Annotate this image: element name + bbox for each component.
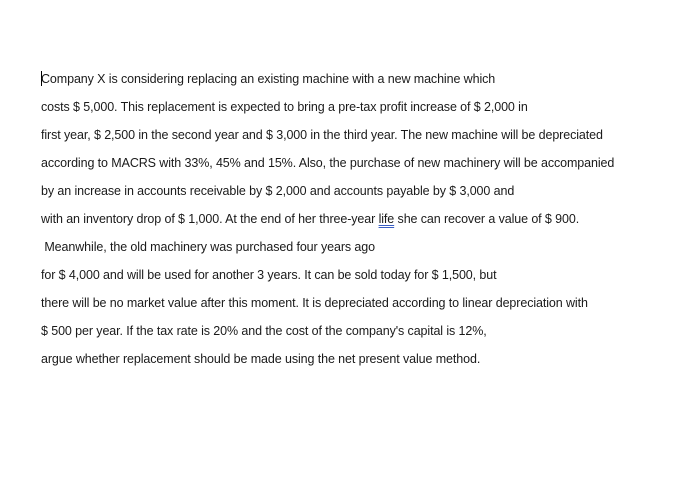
text-line-10: $ 500 per year. If the tax rate is 20% and the cost of the company's capital is 12%, (41, 324, 487, 338)
text-line-11: argue whether replacement should be made using the net present value method. (41, 352, 481, 366)
text-line-1-content: Company X is considering replacing an existing machine with a new machine which (41, 72, 496, 86)
text-line-5: by an increase in accounts receivable by $ 2,000 and accounts payable by $ 3,000 and (41, 184, 515, 198)
text-line-7: Meanwhile, the old machinery was purchased four years ago (41, 240, 375, 254)
text-line-6 (41, 208, 671, 236)
document-text-body[interactable] (41, 68, 671, 376)
text-line-4: according to MACRS with 33%, 45% and 15%. Also, the purchase of new machinery will be accompanied (41, 156, 615, 170)
text-line-3: first year, $ 2,500 in the second year and $ 3,000 in the third year. The new machine will be depreciated (41, 128, 603, 142)
text-line-8: for $ 4,000 and will be used for another 3 years. It can be sold today for $ 1,500, but (41, 268, 497, 282)
text-line-2: costs $ 5,000. This replacement is expected to bring a pre-tax profit increase of $ 2,000 in (41, 100, 528, 114)
spelling-flagged-word[interactable]: life (378, 212, 395, 226)
text-line-9: there will be no market value after this moment. It is depreciated according to linear depreciation with (41, 296, 588, 310)
text-line-6-before: with an inventory drop of $ 1,000. At the end of her three-year (41, 212, 379, 226)
text-line-1 (41, 68, 671, 96)
text-line-6-after: she can recover a value of $ 900. (394, 212, 580, 226)
